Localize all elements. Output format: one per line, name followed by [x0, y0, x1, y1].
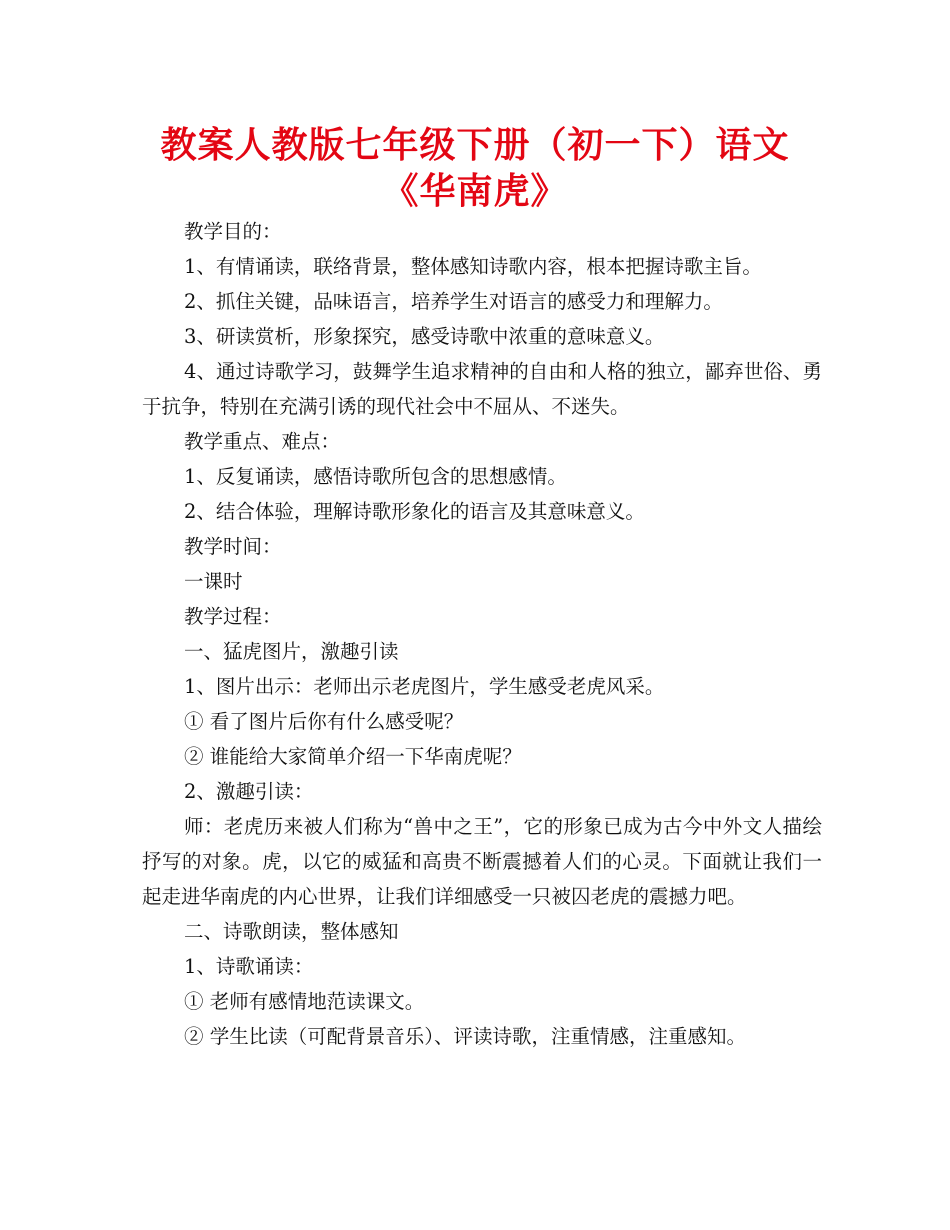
reading-activity-2: ② 学生比读（可配背景音乐）、评读诗歌，注重情感，注重感知。 — [184, 1025, 746, 1048]
goal-item-3: 3、研读赏析，形象探究，感受诗歌中浓重的意味意义。 — [184, 325, 665, 348]
key-point-item-2: 2、结合体验，理解诗歌形象化的语言及其意味意义。 — [184, 500, 645, 523]
teaching-time-value: 一课时 — [184, 570, 243, 593]
goal-item-1: 1、有情诵读，联络背景，整体感知诗歌内容，根本把握诗歌主旨。 — [184, 255, 762, 278]
process-step-1-item-2: 2、激趣引读： — [184, 780, 314, 803]
section-heading-teaching-time: 教学时间： — [184, 535, 282, 558]
teacher-intro-paragraph: 师：老虎历来被人们称为“兽中之王”，它的形象已成为古今中外文人描绘抒写的对象。虎，以它的威猛和高贵不断震撼着人们的心灵。下面就让我们一起走进华南虎的内心世界，让我们详细感受一只被囚老虎的震撼力吧。 — [142, 815, 822, 908]
section-heading-key-points: 教学重点、难点： — [184, 430, 341, 453]
document-title-line-1: 教案人教版七年级下册（初一下）语文 — [160, 125, 790, 166]
process-question-1: ① 看了图片后你有什么感受呢？ — [184, 710, 464, 733]
section-heading-teaching-goals: 教学目的： — [184, 220, 282, 243]
process-question-2: ② 谁能给大家简单介绍一下华南虎呢？ — [184, 745, 522, 768]
goal-item-2: 2、抓住关键，品味语言，培养学生对语言的感受力和理解力。 — [184, 290, 723, 313]
process-step-1-heading: 一、猛虎图片，激趣引读 — [184, 640, 399, 663]
document-body — [142, 214, 822, 1054]
reading-activity-1: ① 老师有感情地范读课文。 — [184, 990, 425, 1013]
process-step-2-item-1: 1、诗歌诵读： — [184, 955, 314, 978]
section-heading-teaching-process: 教学过程： — [184, 605, 282, 628]
goal-item-4: 4、通过诗歌学习，鼓舞学生追求精神的自由和人格的独立，鄙弃世俗、勇于抗争，特别在充满引诱的现代社会中不屈从、不迷失。 — [142, 360, 822, 418]
key-point-item-1: 1、反复诵读，感悟诗歌所包含的思想感情。 — [184, 465, 567, 488]
process-step-1-item-1: 1、图片出示：老师出示老虎图片，学生感受老虎风采。 — [184, 675, 665, 698]
document-title-line-2: 《华南虎》 — [382, 171, 568, 212]
process-step-2-heading: 二、诗歌朗读，整体感知 — [184, 920, 399, 943]
